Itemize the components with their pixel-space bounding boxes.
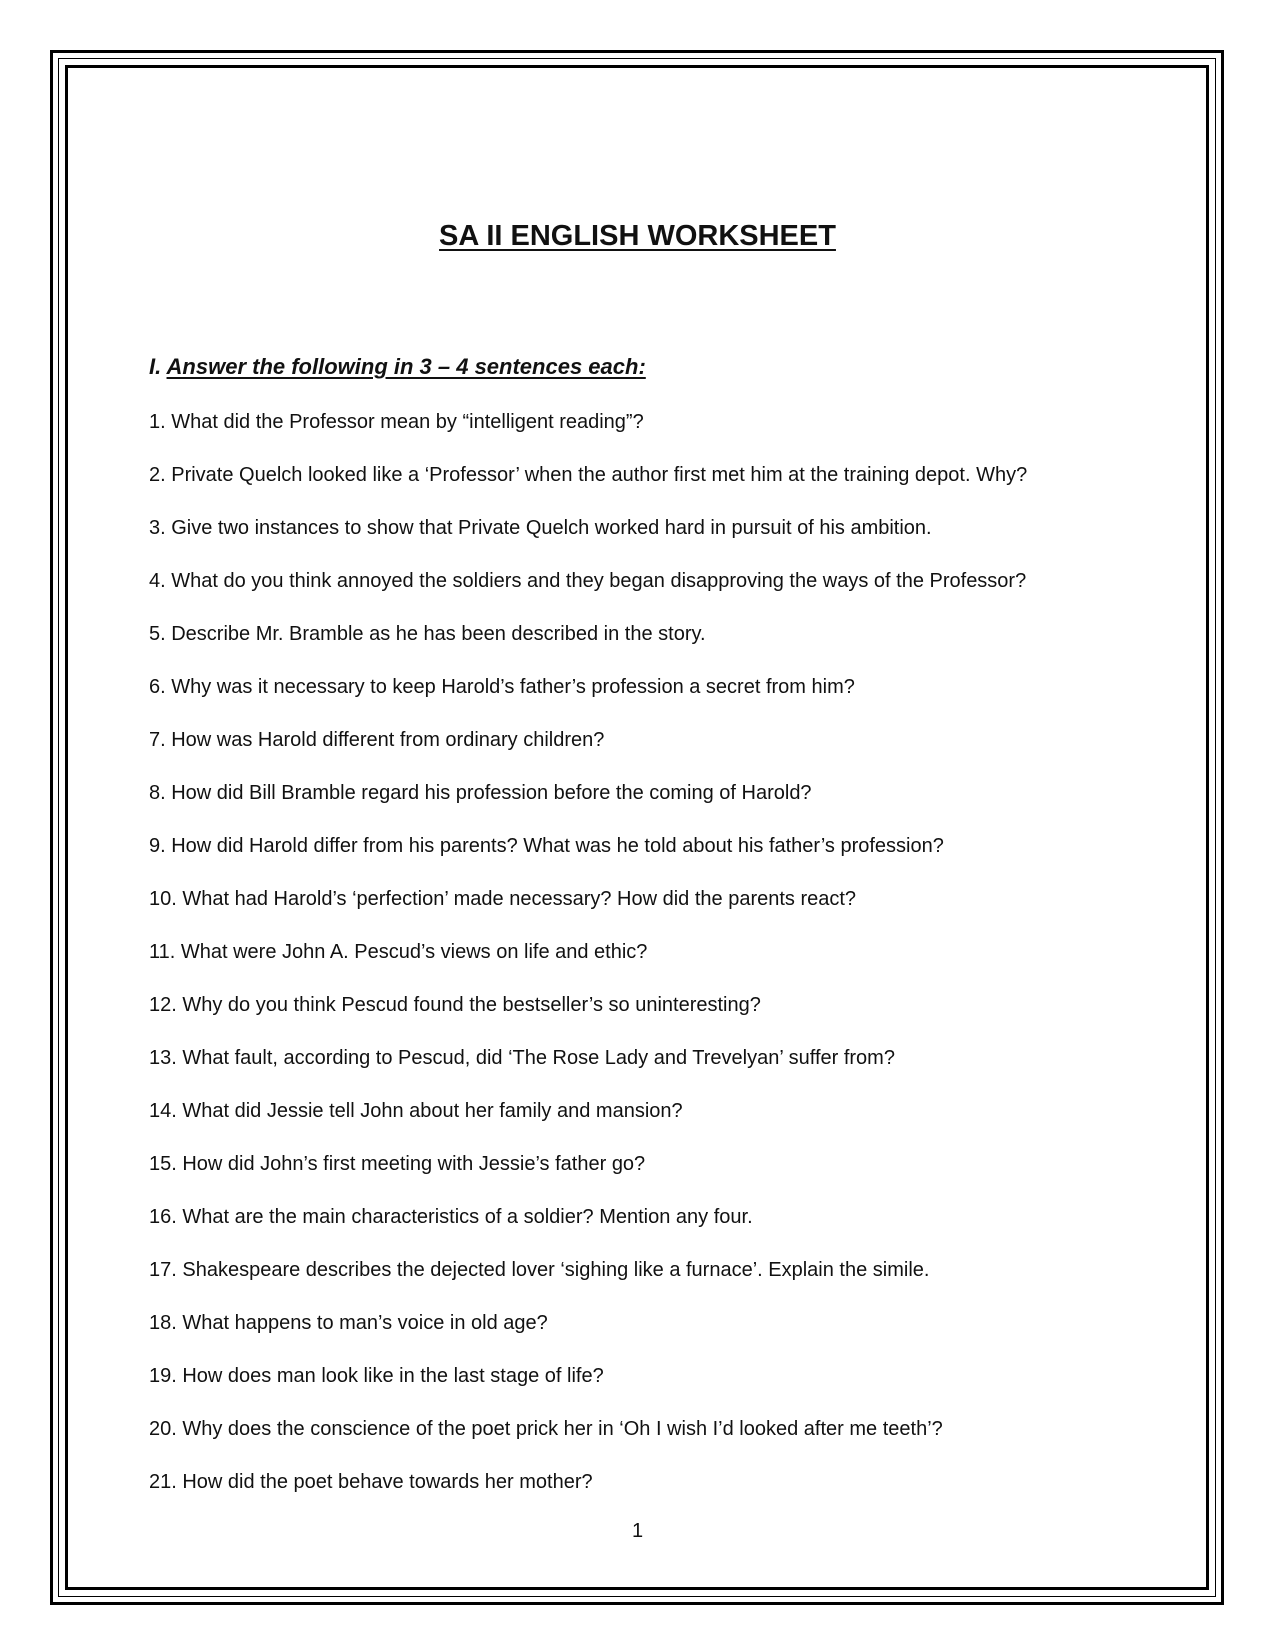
question-item: 14. What did Jessie tell John about her family and mansion? [149,1100,683,1122]
question-item: 16. What are the main characteristics of a soldier? Mention any four. [149,1206,753,1228]
question-item: 12. Why do you think Pescud found the bestseller’s so uninteresting? [149,994,761,1016]
section-heading [149,354,646,380]
question-item: 21. How did the poet behave towards her mother? [149,1471,593,1493]
question-item: 10. What had Harold’s ‘perfection’ made necessary? How did the parents react? [149,888,857,910]
question-list [149,409,1199,1522]
question-item: 5. Describe Mr. Bramble as he has been described in the story. [149,623,706,645]
question-item: 19. How does man look like in the last stage of life? [149,1365,604,1387]
section-heading-text: Answer the following in 3 – 4 sentences each: [166,354,646,379]
section-numeral: I. [149,354,162,379]
question-item: 1. What did the Professor mean by “intelligent reading”? [149,411,644,433]
question-item: 17. Shakespeare describes the dejected lover ‘sighing like a furnace’. Explain the simile. [149,1259,930,1281]
page-number: 1 [631,1520,644,1542]
question-item: 6. Why was it necessary to keep Harold’s father’s profession a secret from him? [149,676,855,698]
question-item: 15. How did John’s first meeting with Jessie’s father go? [149,1153,646,1175]
question-item: 11. What were John A. Pescud’s views on life and ethic? [149,941,648,963]
question-item: 3. Give two instances to show that Private Quelch worked hard in pursuit of his ambition. [149,517,932,539]
question-item: 18. What happens to man’s voice in old age? [149,1312,548,1334]
question-item: 4. What do you think annoyed the soldiers and they began disapproving the ways of the Professor? [149,570,1027,592]
question-item: 8. How did Bill Bramble regard his profession before the coming of Harold? [149,782,812,804]
page-title-text: SA II ENGLISH WORKSHEET [439,220,836,252]
page-title [0,220,1275,253]
question-item: 13. What fault, according to Pescud, did ‘The Rose Lady and Trevelyan’ suffer from? [149,1047,895,1069]
question-item: 2. Private Quelch looked like a ‘Professor’ when the author first met him at the training depot. Why? [149,464,1028,486]
question-item: 20. Why does the conscience of the poet prick her in ‘Oh I wish I’d looked after me teeth’? [149,1418,943,1440]
question-item: 7. How was Harold different from ordinary children? [149,729,605,751]
question-item: 9. How did Harold differ from his parents? What was he told about his father’s profession? [149,835,944,857]
